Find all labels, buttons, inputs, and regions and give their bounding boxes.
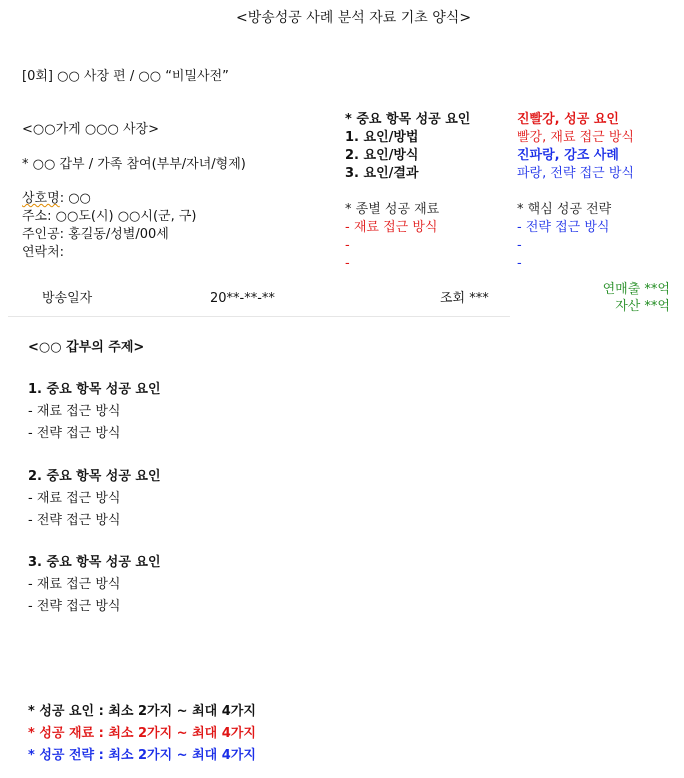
business-name [22,190,91,207]
theme-section-line: - 전략 접근 방식 [28,513,121,528]
legend-blue: 파랑, 전략 접근 방식 [517,166,634,181]
strategy-header: * 핵심 성공 전략 [517,202,612,217]
theme-section-title: 1. 중요 항목 성공 요인 [28,382,161,397]
footer-note-strategy: * 성공 전략 : 최소 2가지 ~ 최대 4가지 [28,748,256,763]
theme-section [28,381,161,443]
factors-header: * 중요 항목 성공 요인 [345,112,471,127]
theme-section-line: - 전략 접근 방식 [28,426,121,441]
annual-sales: 연매출 **억 [602,282,670,297]
theme-section-line: - 재료 접근 방식 [28,577,121,592]
theme-section [28,468,161,530]
view-count: 조회 *** [440,291,489,306]
legend-dark-blue: 진파랑, 강조 사례 [517,148,619,163]
strategy-item: - [517,256,522,271]
material-item: - [345,238,350,253]
material-item: - 재료 접근 방식 [345,220,438,235]
footer-note-factors: * 성공 요인 : 최소 2가지 ~ 최대 4가지 [28,704,256,719]
business-name-label: 상호명 [22,191,60,206]
factor-item: 1. 요인/방법 [345,130,419,145]
materials-list [345,201,439,273]
theme-section-title: 2. 중요 항목 성공 요인 [28,469,161,484]
protagonist-line: 주인공: 홍길동/성별/00세 [22,227,169,242]
factors-list [345,111,470,183]
color-legend [517,111,634,183]
materials-header: * 종별 성공 재료 [345,202,440,217]
theme-section-title: 3. 중요 항목 성공 요인 [28,555,161,570]
legend-dark-red: 진빨강, 성공 요인 [517,112,619,127]
broadcast-date-value: 20**-**-** [210,291,275,306]
business-name-value: : ○○ [59,191,91,206]
footer-note-materials: * 성공 재료 : 최소 2가지 ~ 최대 4가지 [28,726,256,741]
material-item: - [345,256,350,271]
legend-red: 빨강, 재료 접근 방식 [517,130,634,145]
theme-section [28,554,161,616]
document-title: <방송성공 사례 분석 자료 기초 양식> [236,10,472,26]
theme-section-line: - 전략 접근 방식 [28,599,121,614]
theme-heading: <○○ 갑부의 주제> [28,340,145,355]
broadcast-date-label: 방송일자 [42,291,93,306]
theme-section-line: - 재료 접근 방식 [28,404,121,419]
strategy-list [517,201,611,273]
contact-line: 연락처: [22,245,65,260]
store-owner-heading: <○○가게 ○○○ 사장> [22,122,159,137]
strategy-item: - 전략 접근 방식 [517,220,610,235]
address-line: 주소: ○○도(시) ○○시(군, 구) [22,209,197,224]
factor-item: 2. 요인/방식 [345,148,419,163]
partner-note: * ○○ 갑부 / 가족 참여(부부/자녀/형제) [22,157,246,172]
factor-item: 3. 요인/결과 [345,166,419,181]
strategy-item: - [517,238,522,253]
episode-line: [0회] ○○ 사장 편 / ○○ “비밀사전” [22,69,229,84]
assets: 자산 **억 [615,299,670,314]
section-divider [8,316,510,317]
theme-section-line: - 재료 접근 방식 [28,491,121,506]
